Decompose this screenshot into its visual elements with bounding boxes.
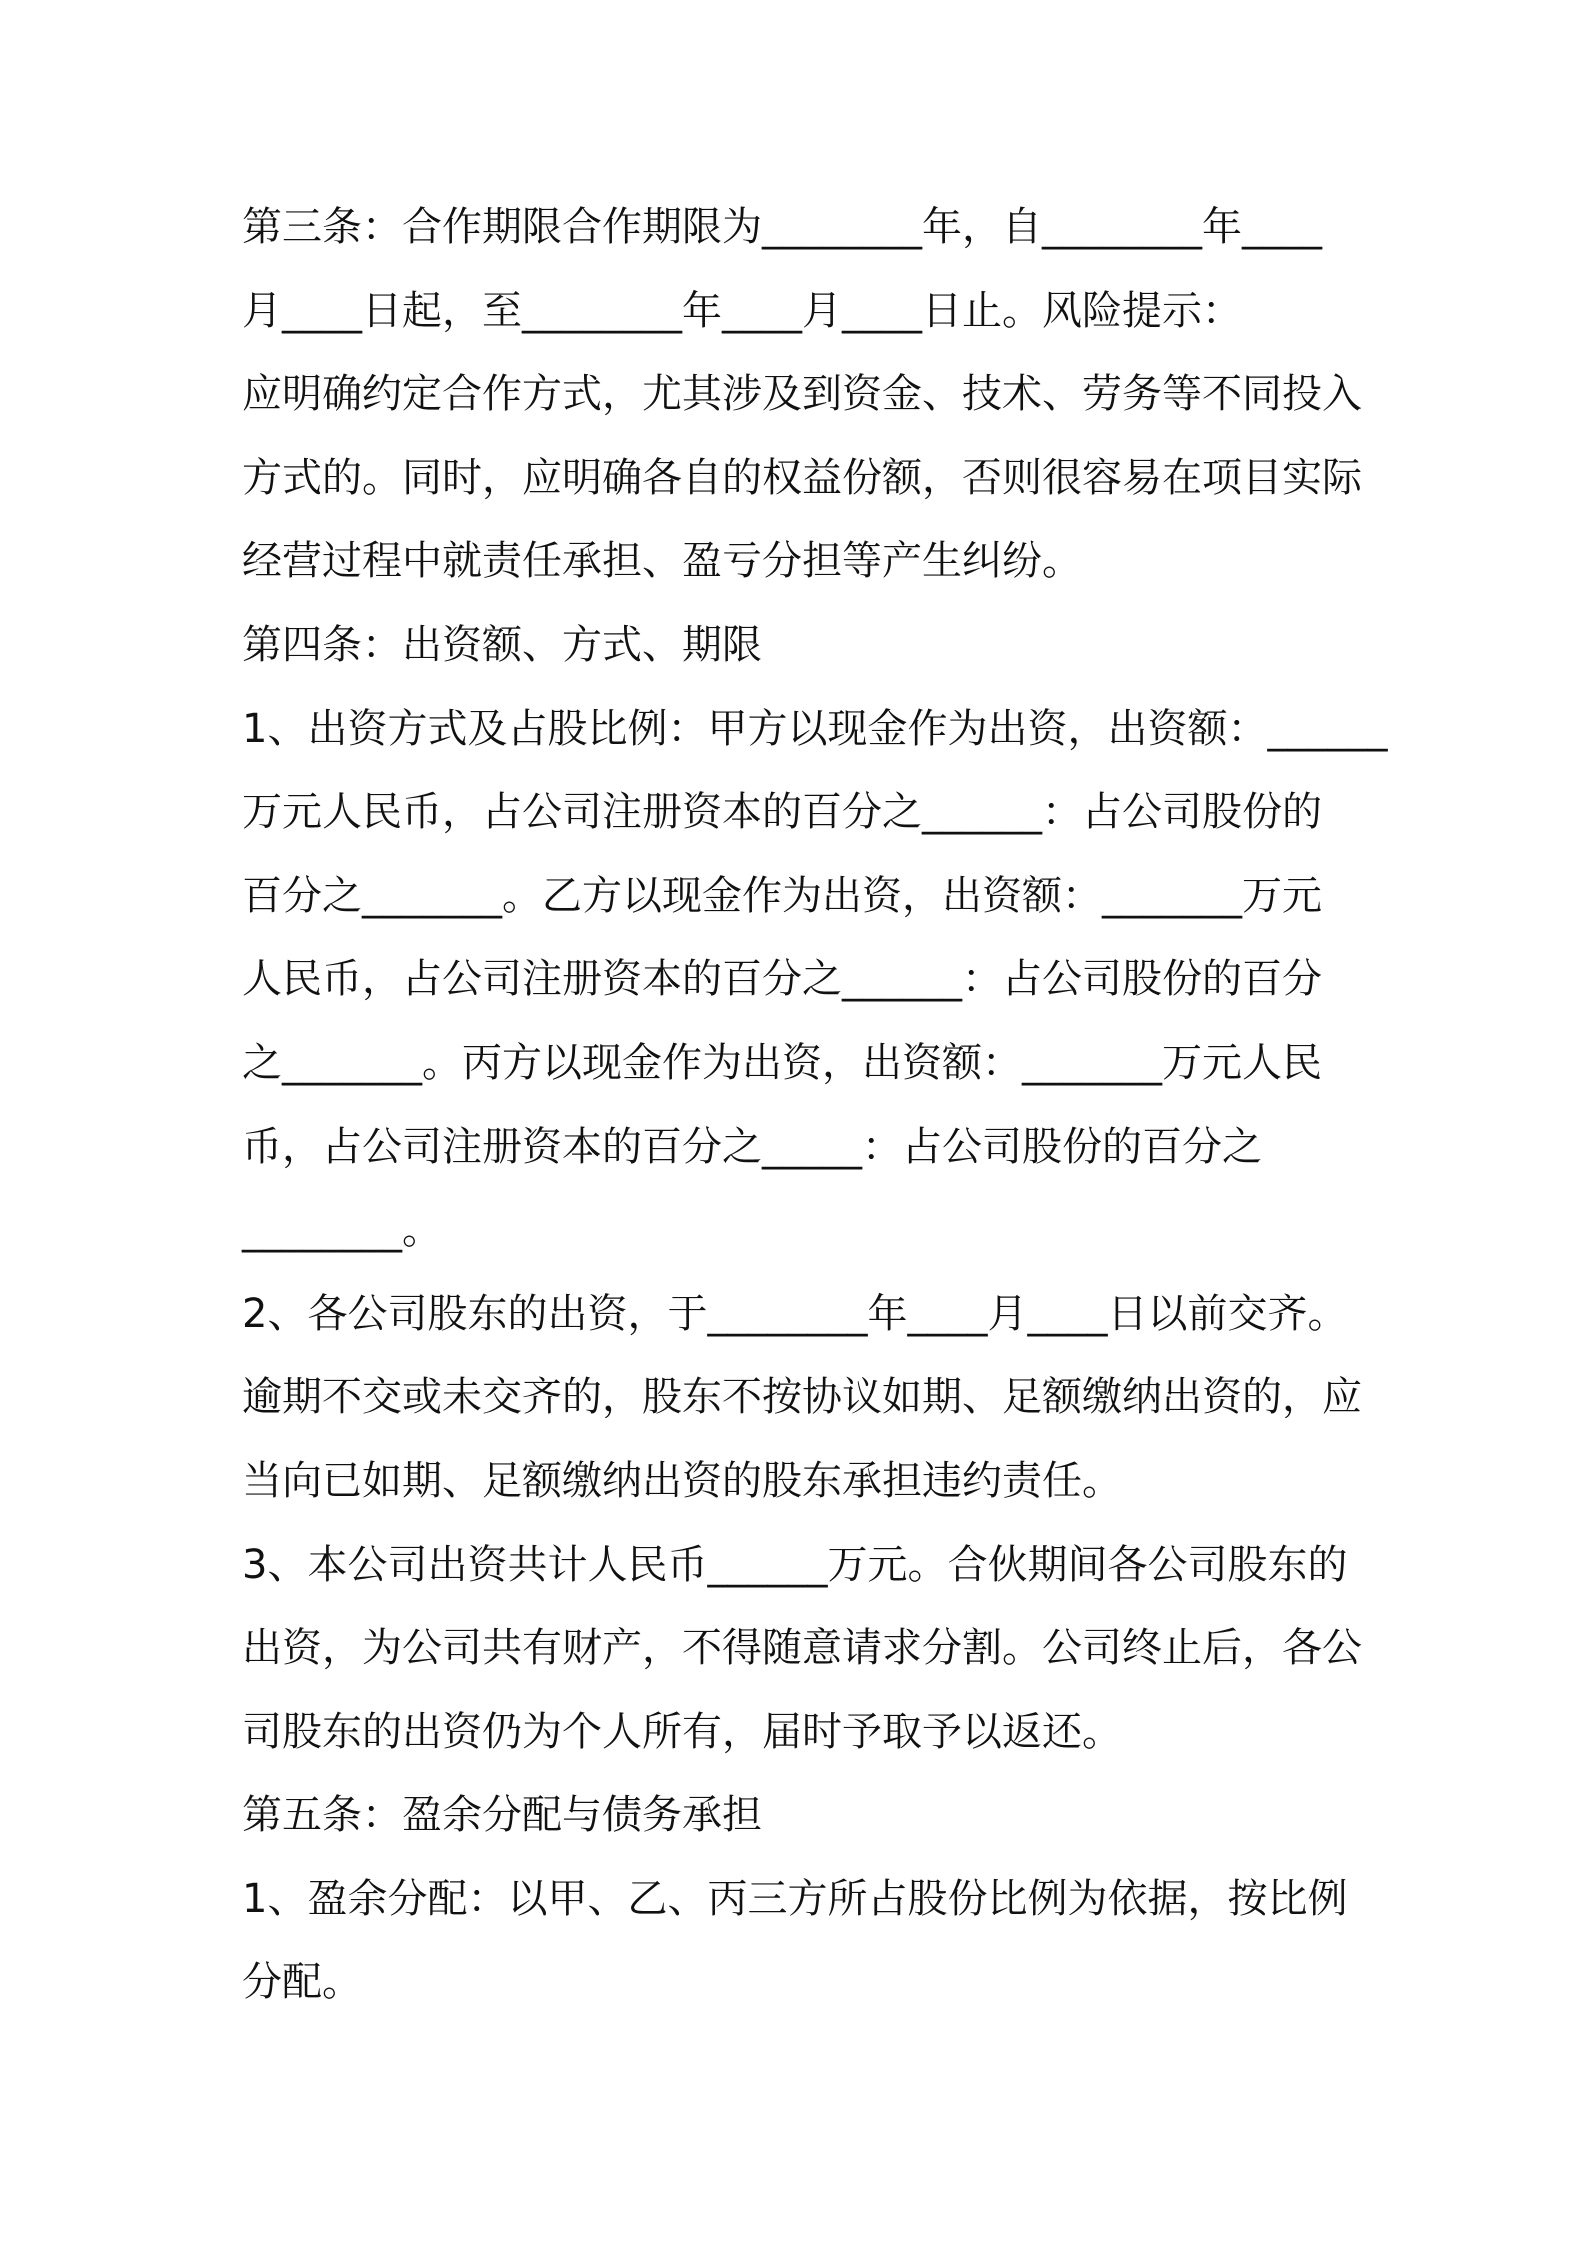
article-4-item-1-line: 百分之_______。乙方以现金作为出资，出资额：_______万元 [242,872,1322,919]
article-3-line: 月____日起，至________年____月____日止。风险提示： [242,287,1242,334]
article-4-item-2-line: 逾期不交或未交齐的，股东不按协议如期、足额缴纳出资的，应 [242,1374,1362,1421]
article-4-item-1-line: 万元人民币，占公司注册资本的百分之______：占公司股份的 [242,789,1322,836]
article-5-item-1 [242,1858,1442,2025]
article-4-item-2-line: 2、各公司股东的出资，于________年____月____日以前交齐。 [242,1290,1348,1337]
article-3-risk-note-line: 经营过程中就责任承担、盈亏分担等产生纠纷。 [242,538,1082,585]
article-4-item-1-line: 人民币，占公司注册资本的百分之______：占公司股份的百分 [242,956,1322,1003]
article-4-item-1-line: 1、出资方式及占股比例：甲方以现金作为出资，出资额：______ [242,705,1388,752]
article-4-heading: 第四条：出资额、方式、期限 [242,621,762,668]
article-4-item-1-line: ________。 [242,1207,442,1254]
article-4-item-1-line: 之_______。丙方以现金作为出资，出资额：_______万元人民 [242,1039,1322,1086]
article-3-risk-note-line: 方式的。同时，应明确各自的权益份额，否则很容易在项目实际 [242,454,1362,501]
article-5 [242,1774,1442,2025]
article-4-item-1-line: 币，占公司注册资本的百分之_____：占公司股份的百分之 [242,1123,1262,1170]
article-4-item-2 [242,1273,1442,1524]
article-3-risk-note-line: 应明确约定合作方式，尤其涉及到资金、技术、劳务等不同投入 [242,371,1362,418]
article-4-item-1 [242,688,1442,1273]
article-5-item-1-line: 1、盈余分配：以甲、乙、丙三方所占股份比例为依据，按比例 [242,1875,1348,1922]
article-4-item-3-line: 3、本公司出资共计人民币______万元。合伙期间各公司股东的 [242,1541,1348,1588]
article-4-item-3-line: 司股东的出资仍为个人所有，届时予取予以返还。 [242,1708,1122,1755]
article-3-line: 第三条：合作期限合作期限为________年，自________年____ [242,204,1322,250]
article-5-item-1-line: 分配。 [242,1959,362,2006]
article-5-heading: 第五条：盈余分配与债务承担 [242,1792,762,1839]
article-4-item-2-line: 当向已如期、足额缴纳出资的股东承担违约责任。 [242,1457,1122,1504]
document-page [242,186,1442,2025]
article-4-item-3-line: 出资，为公司共有财产，不得随意请求分割。公司终止后，各公 [242,1625,1362,1672]
article-4-item-3 [242,1524,1442,1775]
article-3 [242,186,1442,604]
article-4 [242,604,1442,1774]
